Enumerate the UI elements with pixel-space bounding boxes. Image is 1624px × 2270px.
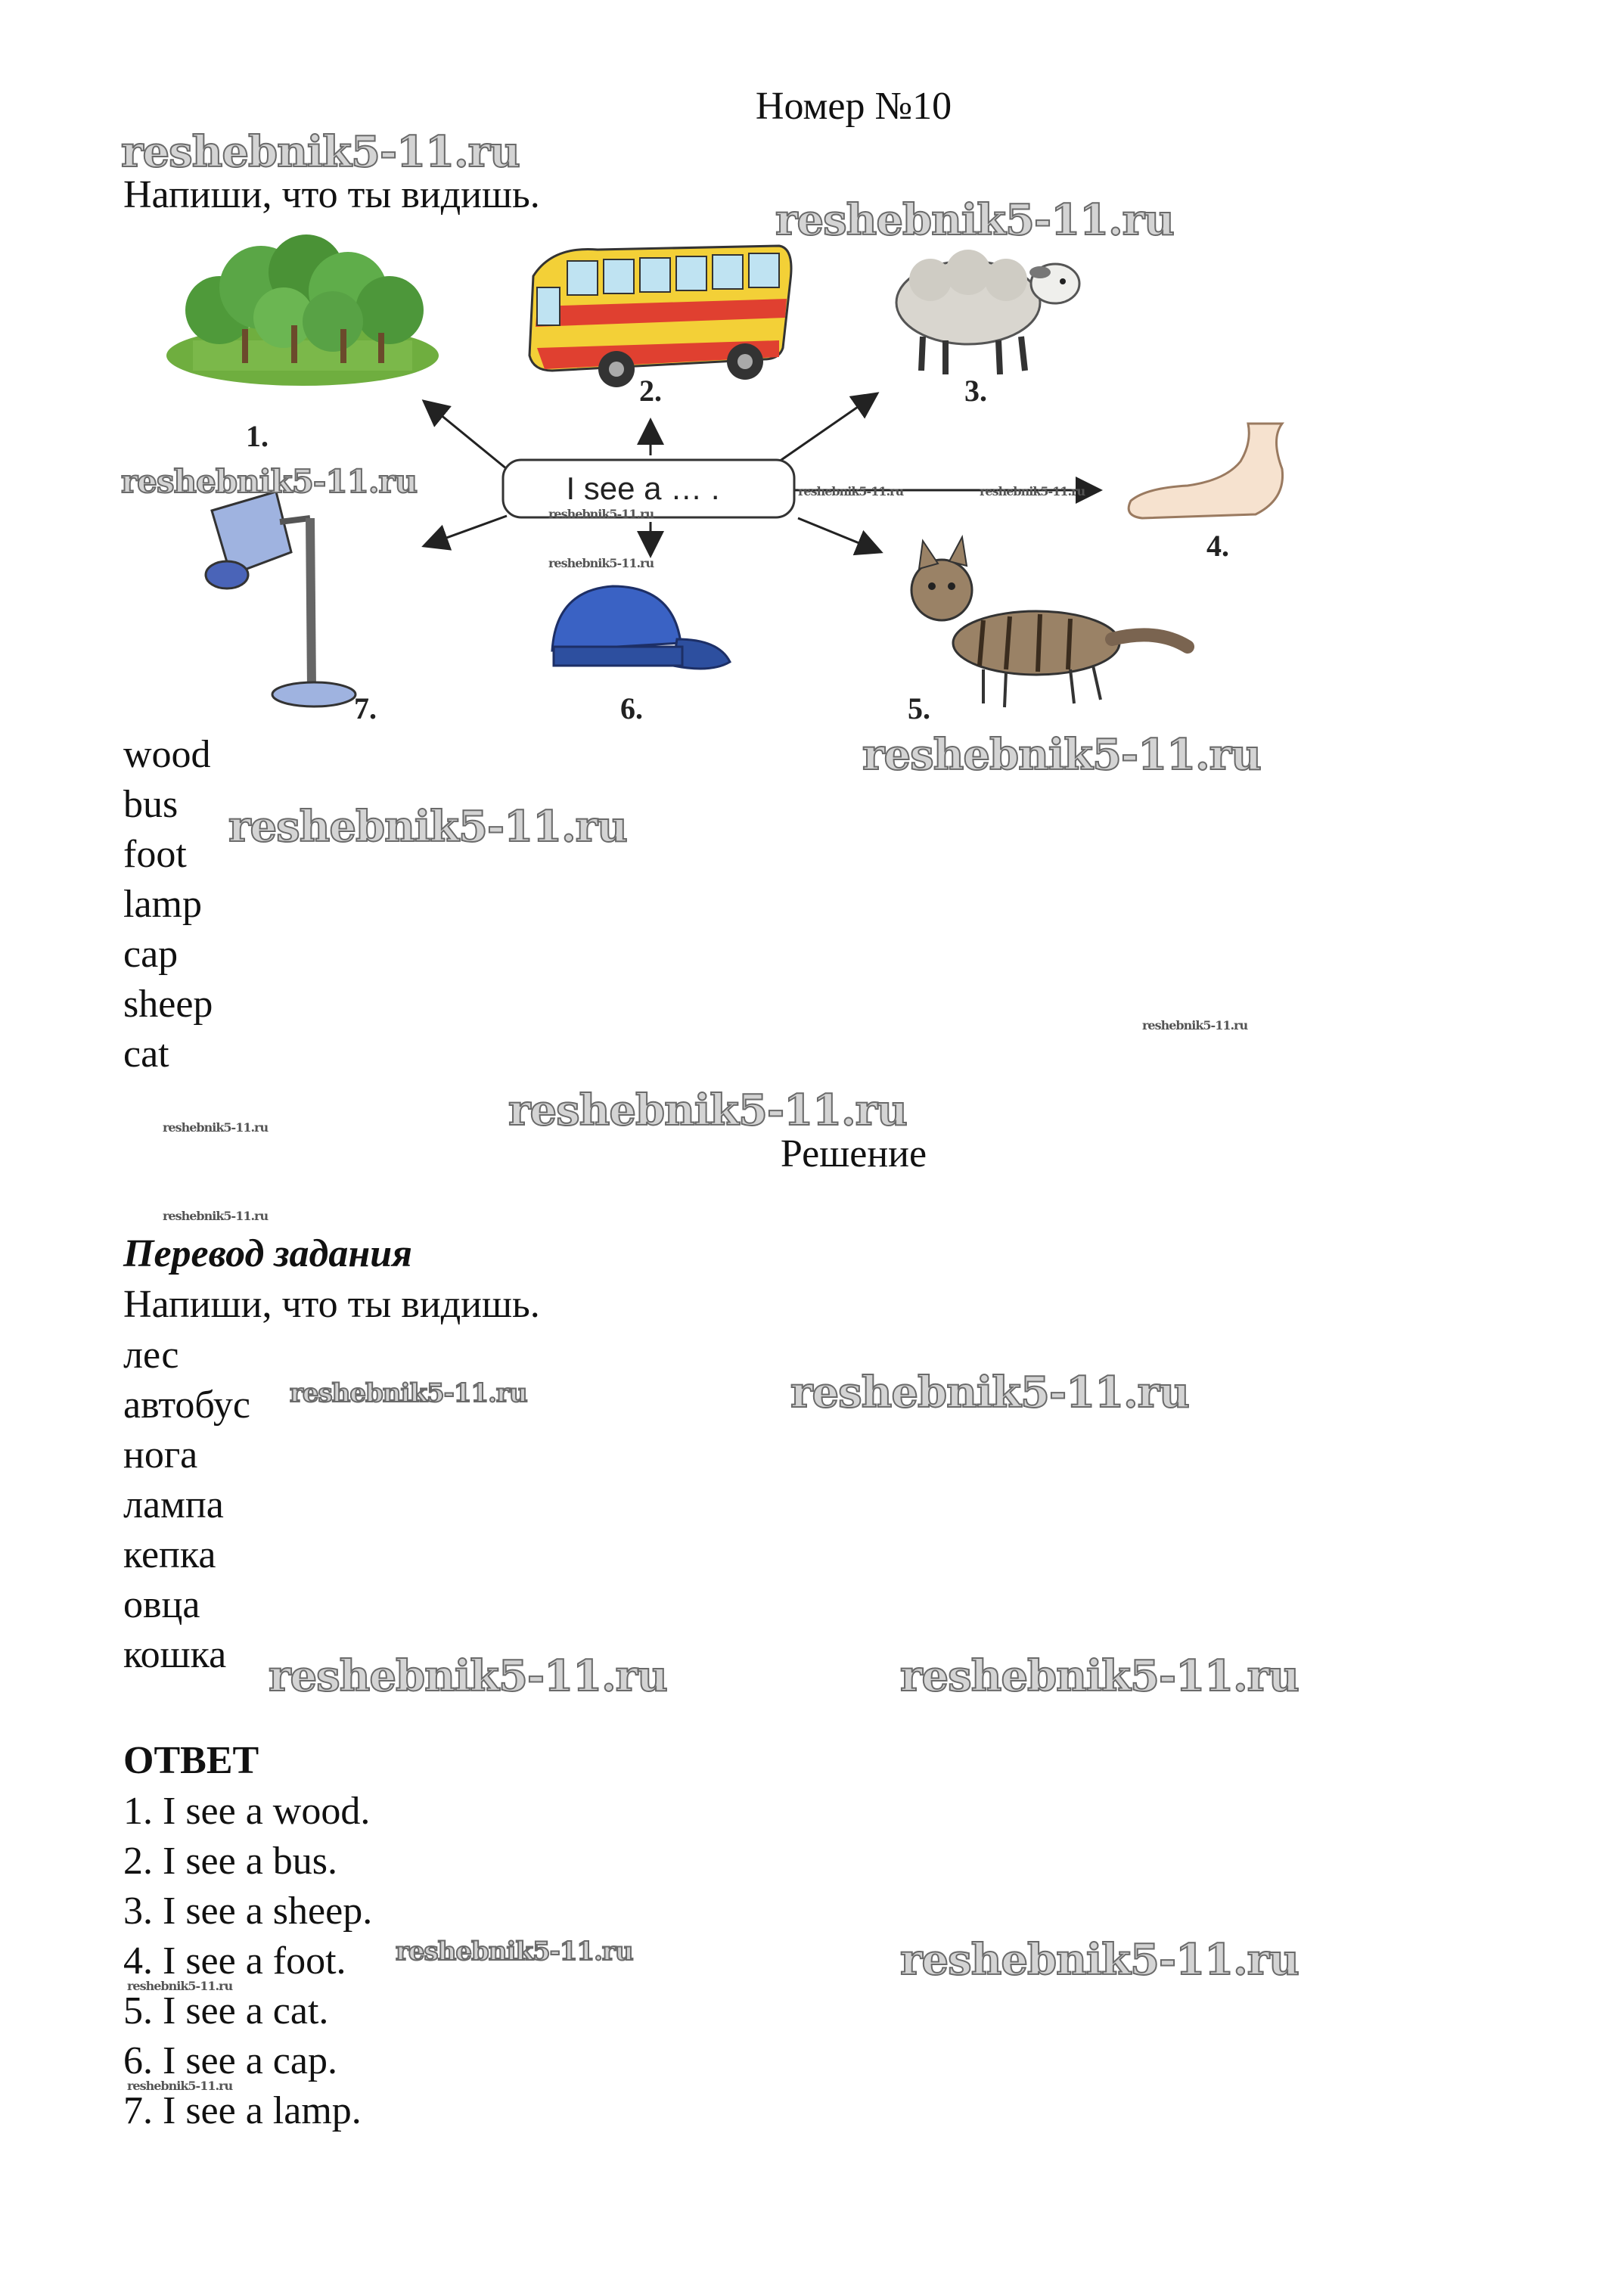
- answer-item: 1. I see a wood.: [123, 1790, 371, 1833]
- translated-word: овца: [123, 1583, 200, 1626]
- answer-item: 7. I see a lamp.: [123, 2089, 362, 2132]
- bus-picture: [529, 246, 791, 387]
- translation-heading: Перевод задания: [123, 1232, 412, 1275]
- answer-item: 5. I see a cat.: [123, 1989, 329, 2032]
- solution-heading: Решение: [780, 1132, 927, 1175]
- cap-picture: [552, 586, 730, 669]
- word-item: cat: [123, 1033, 169, 1076]
- watermark: reshebnik5-11.ru: [508, 1085, 907, 1135]
- translated-word: кошка: [123, 1633, 227, 1676]
- arrow-to-lamp: [424, 516, 507, 546]
- answer-heading: ОТВЕТ: [123, 1739, 259, 1782]
- word-item: sheep: [123, 983, 213, 1026]
- watermark: reshebnik5-11.ru: [798, 484, 904, 498]
- word-list: [123, 730, 213, 1079]
- watermark: reshebnik5-11.ru: [228, 802, 627, 852]
- watermark: reshebnik5-11.ru: [269, 1651, 667, 1701]
- number-3: 3.: [964, 374, 987, 408]
- answer-item: 6. I see a cap.: [123, 2039, 337, 2082]
- arrow-to-forest: [424, 401, 507, 469]
- translated-word: нога: [123, 1433, 198, 1477]
- number-2: 2.: [639, 374, 662, 408]
- center-label: I see a … .: [566, 470, 720, 506]
- word-item: wood: [123, 733, 211, 776]
- arrow-to-sheep: [779, 393, 877, 461]
- watermark: reshebnik5-11.ru: [290, 1378, 527, 1408]
- watermark: reshebnik5-11.ru: [121, 127, 520, 177]
- watermark: reshebnik5-11.ru: [127, 1979, 233, 1993]
- sheep-picture: [896, 250, 1079, 374]
- translated-word: автобус: [123, 1383, 250, 1427]
- watermark: reshebnik5-11.ru: [862, 730, 1261, 780]
- answer-item: 4. I see a foot.: [123, 1939, 346, 1983]
- translated-word: лес: [123, 1334, 179, 1377]
- arrow-to-cat: [798, 518, 881, 552]
- translated-word: кепка: [123, 1533, 216, 1576]
- watermark: reshebnik5-11.ru: [1142, 1018, 1248, 1033]
- word-item: lamp: [123, 883, 202, 926]
- translated-word: лампа: [123, 1483, 224, 1526]
- cat-picture: [911, 537, 1188, 707]
- watermark: reshebnik5-11.ru: [548, 556, 654, 570]
- answer-item: 3. I see a sheep.: [123, 1890, 373, 1933]
- watermark: reshebnik5-11.ru: [121, 463, 418, 500]
- number-1: 1.: [246, 419, 269, 453]
- watermark: reshebnik5-11.ru: [775, 195, 1174, 245]
- watermark: reshebnik5-11.ru: [548, 507, 654, 521]
- watermark: reshebnik5-11.ru: [980, 484, 1085, 498]
- watermark: reshebnik5-11.ru: [163, 1209, 269, 1223]
- number-7: 7.: [354, 691, 377, 725]
- watermark: reshebnik5-11.ru: [127, 2079, 233, 2093]
- forest-picture: [166, 234, 439, 386]
- watermark: reshebnik5-11.ru: [900, 1651, 1299, 1701]
- page-title: Номер №10: [755, 85, 952, 128]
- watermark: reshebnik5-11.ru: [900, 1935, 1299, 1985]
- watermark: reshebnik5-11.ru: [790, 1368, 1189, 1418]
- task-instruction: Напиши, что ты видишь.: [123, 173, 540, 216]
- translation-instruction: Напиши, что ты видишь.: [123, 1283, 540, 1326]
- word-item: cap: [123, 933, 179, 976]
- number-5: 5.: [908, 691, 930, 725]
- lamp-picture: [206, 492, 356, 706]
- number-4: 4.: [1206, 529, 1229, 563]
- number-6: 6.: [620, 691, 643, 725]
- watermark: reshebnik5-11.ru: [396, 1936, 633, 1967]
- foot-picture: [1129, 424, 1282, 518]
- word-item: foot: [123, 833, 187, 876]
- answer-item: 2. I see a bus.: [123, 1840, 338, 1883]
- word-item: bus: [123, 783, 179, 826]
- translated-word-list: [123, 1331, 250, 1680]
- watermark: reshebnik5-11.ru: [163, 1120, 269, 1135]
